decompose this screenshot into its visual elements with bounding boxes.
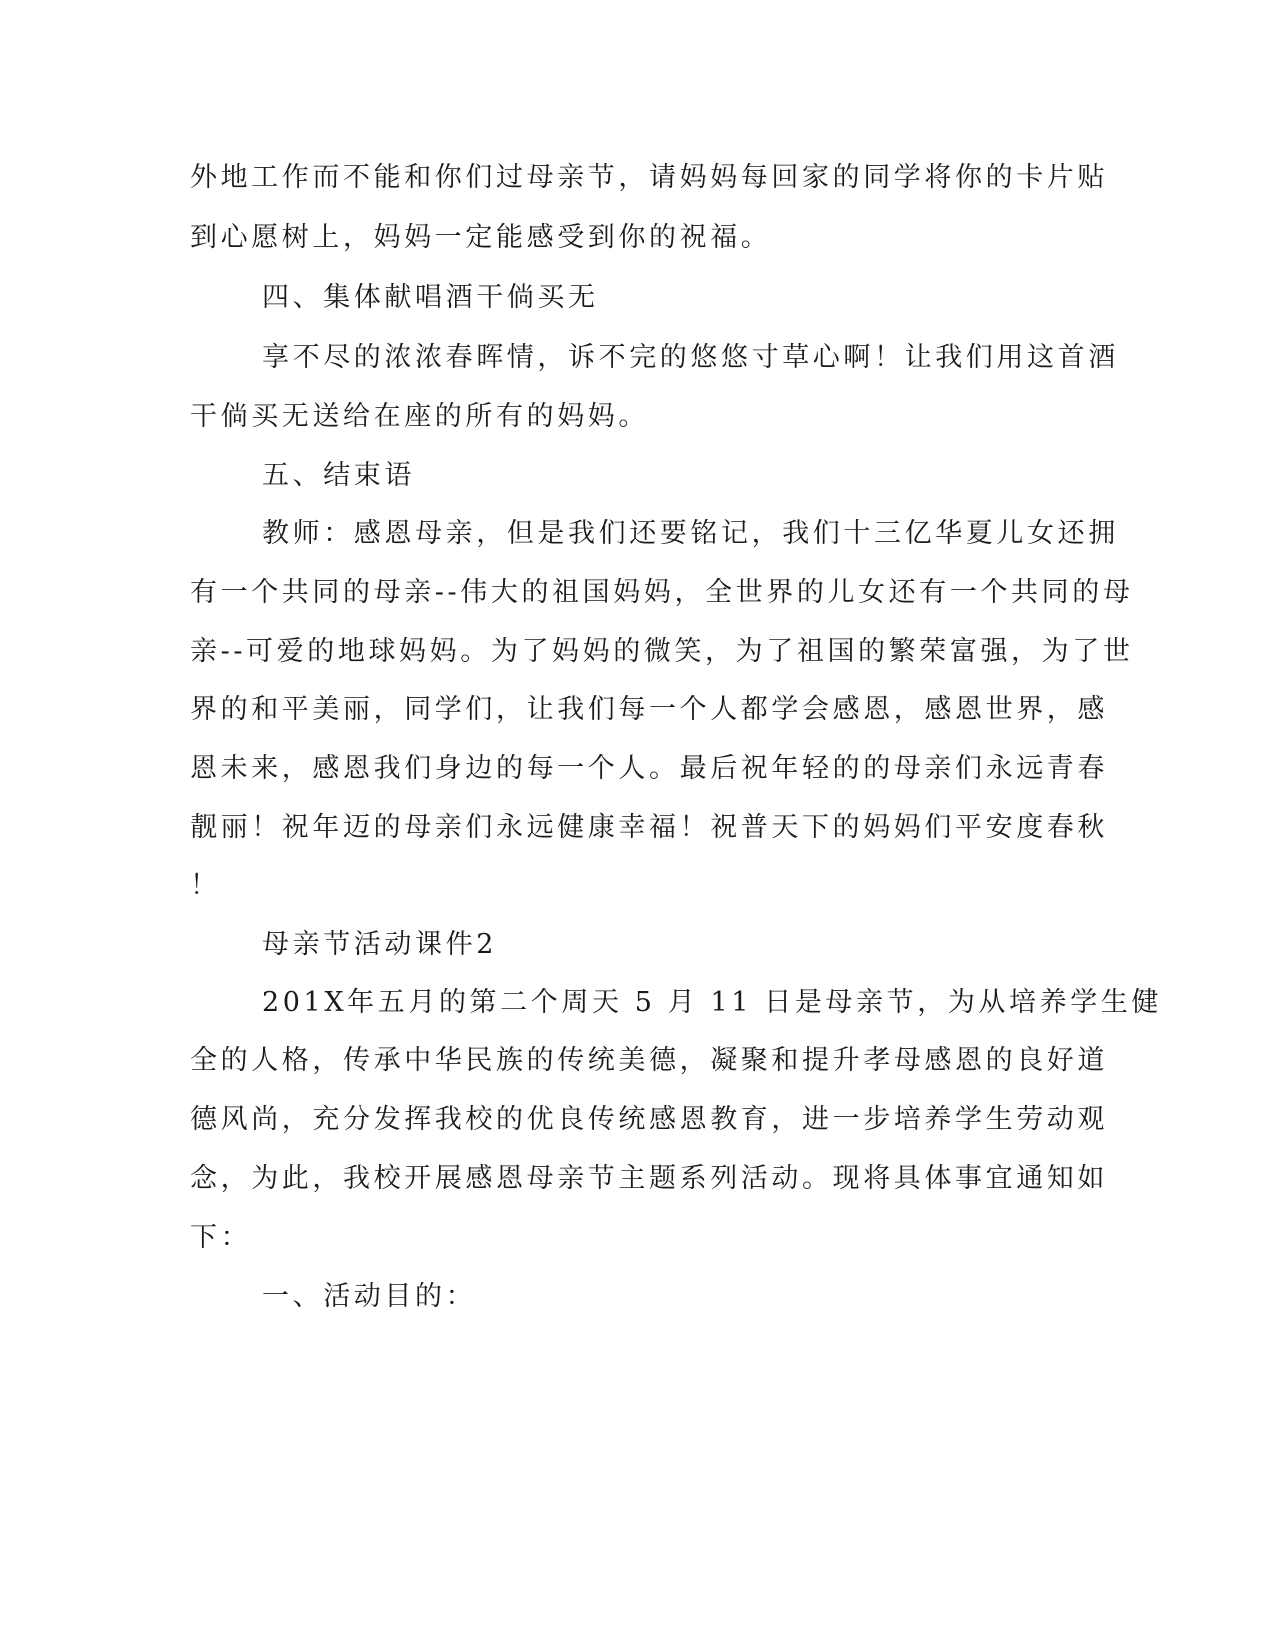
paragraph-line: 到心愿树上，妈妈一定能感受到你的祝福。 (190, 222, 772, 253)
paragraph-line: 有一个共同的母亲--伟大的祖国妈妈，全世界的儿女还有一个共同的母 (190, 577, 1134, 608)
section-heading: 一、活动目的： (262, 1281, 477, 1312)
paragraph-line: 干倘买无送给在座的所有的妈妈。 (190, 401, 649, 432)
paragraph-line: 靓丽！祝年迈的母亲们永远健康幸福！祝普天下的妈妈们平安度春秋 (190, 812, 1108, 843)
paragraph-line: 恩未来，感恩我们身边的每一个人。最后祝年轻的的母亲们永远青春 (190, 753, 1108, 784)
paragraph-line: 亲--可爱的地球妈妈。为了妈妈的微笑，为了祖国的繁荣富强，为了世 (190, 636, 1134, 667)
paragraph-line: 界的和平美丽，同学们，让我们每一个人都学会感恩，感恩世界，感 (190, 694, 1108, 725)
paragraph-line: 享不尽的浓浓春晖情，诉不完的悠悠寸草心啊！让我们用这首酒 (262, 342, 1119, 373)
section-heading: 四、集体献唱酒干倘买无 (262, 282, 599, 313)
paragraph-line: 教师：感恩母亲，但是我们还要铭记，我们十三亿华夏儿女还拥 (262, 518, 1119, 549)
paragraph-line: ！ (190, 870, 221, 901)
section-heading: 五、结束语 (262, 460, 415, 491)
paragraph-line: 全的人格，传承中华民族的传统美德，凝聚和提升孝母感恩的良好道 (190, 1045, 1108, 1076)
document-subtitle: 母亲节活动课件2 (262, 929, 497, 960)
paragraph-line: 德风尚，充分发挥我校的优良传统感恩教育，进一步培养学生劳动观 (190, 1104, 1108, 1135)
paragraph-line: 外地工作而不能和你们过母亲节，请妈妈每回家的同学将你的卡片贴 (190, 162, 1108, 193)
paragraph-line: 201X年五月的第二个周天 5 月 11 日是母亲节，为从培养学生健 (262, 987, 1163, 1018)
paragraph-line: 下： (190, 1222, 252, 1253)
paragraph-line: 念，为此，我校开展感恩母亲节主题系列活动。现将具体事宜通知如 (190, 1163, 1108, 1194)
